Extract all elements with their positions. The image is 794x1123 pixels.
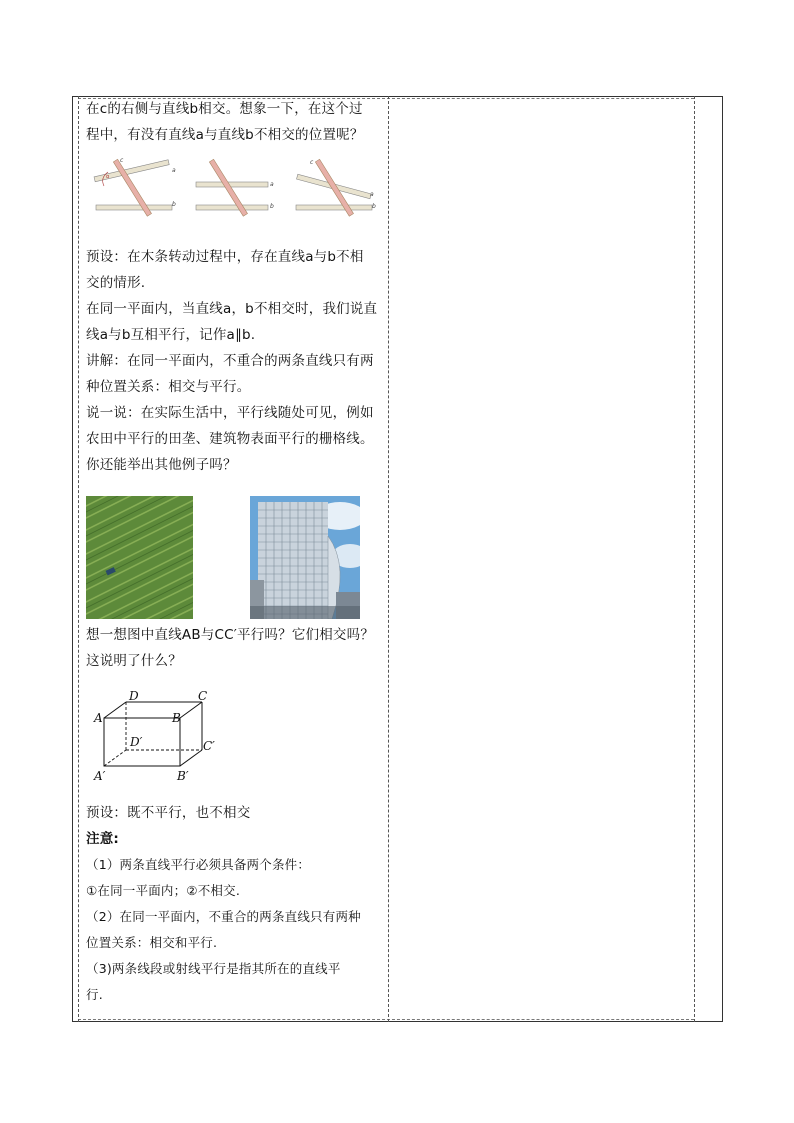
cube-label-C1: C′ <box>203 739 215 753</box>
cube-label-B: B <box>172 711 181 725</box>
presets-and-definition <box>86 244 386 478</box>
explain-line-2: 种位置关系：相交与平行。 <box>86 379 251 395</box>
table-right-border <box>722 96 723 1022</box>
think-question <box>86 622 386 674</box>
label-alpha-1: α <box>106 174 110 180</box>
note-1-line-2: ①在同一平面内；②不相交. <box>86 883 240 898</box>
note-title: 注意: <box>86 831 119 847</box>
label-b-3: b <box>372 203 376 210</box>
cube-label-B1: B′ <box>177 769 189 783</box>
discuss-line-3: 你还能举出其他例子吗？ <box>86 457 237 473</box>
note-3-line-1: （3)两条线段或射线平行是指其所在的直线平 <box>86 961 341 976</box>
label-c-1: c <box>120 157 124 164</box>
cube-label-D1: D′ <box>130 735 143 749</box>
label-b-2: b <box>270 203 274 210</box>
preset-2: 预设：既不平行，也不相交 <box>86 805 251 821</box>
explain-line-1: 讲解：在同一平面内，不重合的两条直线只有两 <box>86 353 374 369</box>
rotating-sticks-figure <box>86 156 386 218</box>
preset-1-line-2: 交的情形. <box>86 275 146 291</box>
preset-1-line-1: 预设：在木条转动过程中，存在直线a与b不相 <box>86 249 364 265</box>
sticks-panel-2 <box>196 159 274 216</box>
column-divider-2 <box>694 96 695 1022</box>
cube-label-A: A <box>94 711 103 725</box>
think-line-2: 这说明了什么？ <box>86 653 182 669</box>
intro-text <box>86 96 386 148</box>
farmland-photo <box>86 496 193 619</box>
line-intro-1: 在c的右侧与直线b相交。想象一下，在这个过 <box>86 101 363 117</box>
cell-left-dashed <box>78 96 79 1022</box>
discuss-line-1: 说一说：在实际生活中，平行线随处可见，例如 <box>86 405 374 421</box>
cell-bottom-dashed <box>78 1019 694 1020</box>
table-bottom-border <box>72 1021 722 1022</box>
definition-line-2: 线a与b互相平行，记作a∥b. <box>86 327 256 343</box>
sticks-panel-1 <box>94 157 176 216</box>
think-line-1: 想一想图中直线AB与CC′平行吗？它们相交吗？ <box>86 627 375 643</box>
cube-label-A1: A′ <box>94 769 106 783</box>
label-a-3: a <box>370 191 374 198</box>
note-1-line-1: （1）两条直线平行必须具备两个条件： <box>86 857 311 872</box>
label-c-3: c <box>310 159 314 166</box>
note-2-line-2: 位置关系：相交和平行. <box>86 935 218 950</box>
discuss-line-2: 农田中平行的田垄、建筑物表面平行的栅格线。 <box>86 431 374 447</box>
sticks-panel-3 <box>296 159 376 216</box>
definition-line-1: 在同一平面内，当直线a，b不相交时，我们说直 <box>86 301 378 317</box>
preset-and-notes <box>86 800 386 1008</box>
cube-label-D: D <box>129 689 139 703</box>
label-b-1: b <box>172 201 176 208</box>
cube-label-C: C <box>198 689 208 703</box>
column-divider-1 <box>388 96 389 1022</box>
table-left-border <box>72 96 73 1022</box>
note-2-line-1: （2）在同一平面内，不重合的两条直线只有两种 <box>86 909 361 924</box>
cuboid-figure <box>86 688 226 784</box>
note-3-line-2: 行. <box>86 987 103 1002</box>
line-intro-2: 程中，有没有直线a与直线b不相交的位置呢？ <box>86 127 364 143</box>
label-a-2: a <box>270 181 274 188</box>
building-photo <box>250 496 360 619</box>
label-a-1: a <box>172 167 176 174</box>
